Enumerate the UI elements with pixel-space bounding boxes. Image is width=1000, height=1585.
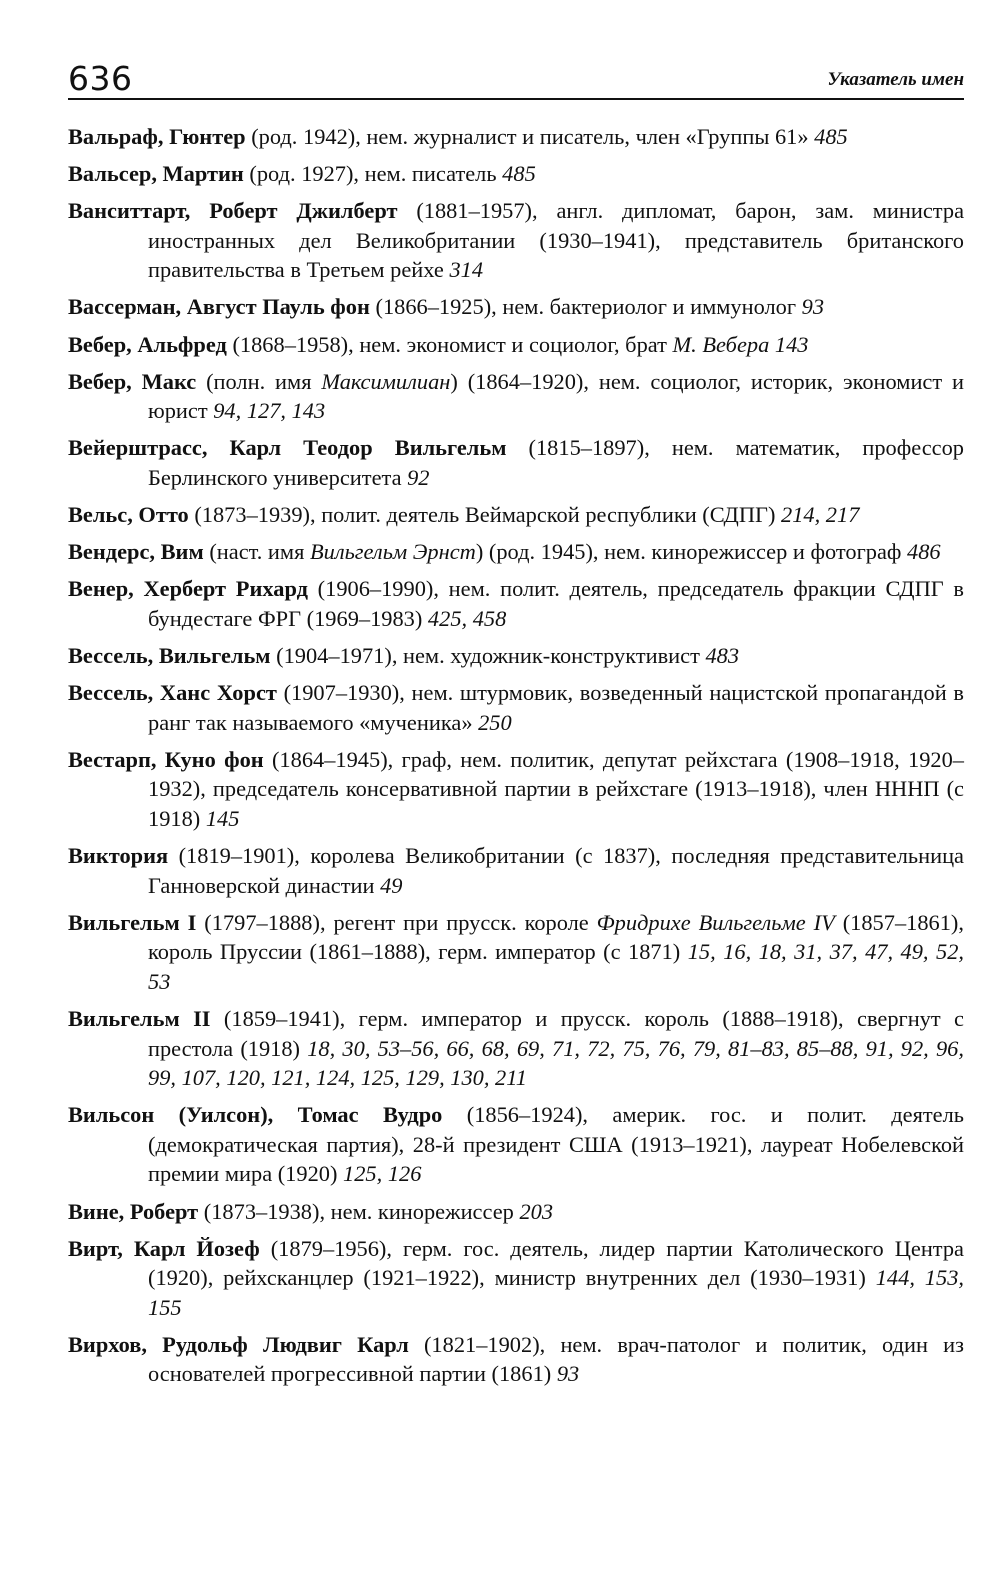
entry-description: (полн. имя [196, 368, 322, 394]
entry-page-refs: 485 [502, 161, 536, 187]
entry-name: Вальсер, Мартин [68, 161, 244, 187]
entry-description: (1864–1945), граф, нем. политик, депутат рейхстага (1908–1918, 1920–1932), председатель консервативной партии в рейхстаге (1913–1918), член НННП (с 1918) [148, 746, 964, 831]
entry-name: Ванситтарт, Роберт Джилберт [68, 198, 398, 224]
index-entry [68, 122, 964, 152]
entry-name: Вестарп, Куно фон [68, 746, 264, 772]
entry-name: Вендерс, Вим [68, 539, 204, 565]
name-index-list [68, 122, 964, 1389]
entry-name: Вейерштрасс, Карл Теодор Вильгельм [68, 435, 507, 461]
entry-page-refs: 49 [380, 872, 403, 898]
entry-description: (род. 1927), нем. писатель [243, 161, 503, 187]
entry-italic-name: М. Вебера [672, 331, 770, 357]
index-entry [68, 537, 964, 567]
page-header [68, 52, 964, 100]
entry-italic-name: Фридрихе Вильгельме IV [596, 909, 835, 935]
entry-description: (1904–1971), нем. художник-конструктивист [270, 642, 706, 668]
entry-description: (наст. имя [203, 539, 310, 565]
entry-page-refs: 483 [705, 642, 740, 668]
entry-page-refs: 425, 458 [427, 605, 507, 631]
entry-name: Вебер, Альфред [68, 331, 227, 357]
index-entry [68, 433, 964, 492]
entry-description: (1815–1897), нем. математик, профессор Берлинского университета [148, 435, 964, 490]
index-entry [68, 367, 964, 426]
entry-description: (1906–1990), нем. полит. деятель, председатель фракции СДПГ в бундестаге ФРГ (1969–1983) [148, 576, 964, 631]
index-entry [68, 196, 964, 285]
entry-description: (1866–1925), нем. бактериолог и иммунолог [369, 294, 802, 320]
entry-page-refs: 250 [478, 709, 512, 735]
entry-description: (1856–1924), америк. гос. и полит. деятель (демократическая партия), 28-й президент США (1913–1921), лауреат Нобелевской премии мира (1920) [148, 1102, 964, 1187]
entry-name: Вассерман, Август Пауль фон [68, 294, 370, 320]
entry-page-refs: 15, 16, 18, 31, 37, 47, 49, 52, 53 [148, 939, 964, 994]
entry-name: Вирхов, Рудольф Людвиг Карл [68, 1331, 409, 1357]
entry-description-cont: ) (1864–1920), нем. социолог, историк, экономист и юрист [148, 368, 964, 424]
entry-page-refs: 92 [407, 464, 430, 490]
index-entry [68, 1330, 964, 1389]
entry-name: Венер, Херберт Рихард [68, 576, 308, 602]
entry-description: (1879–1956), герм. гос. деятель, лидер партии Католического Центра (1920), рейхсканцлер (1921–1922), министр внутренних дел (1930–1931) [148, 1235, 964, 1291]
index-entry [68, 1197, 964, 1227]
entry-description-cont: ) (род. 1945), нем. кинорежиссер и фотограф [475, 539, 908, 565]
entry-italic-name: Максимилиан [321, 368, 451, 394]
entry-name: Виктория [68, 842, 169, 868]
index-entry [68, 1100, 964, 1189]
index-entry [68, 908, 964, 997]
entry-page-refs: 93 [801, 294, 825, 320]
index-entry [68, 1234, 964, 1323]
index-entry [68, 292, 964, 322]
entry-description: (род. 1942), нем. журналист и писатель, член «Группы 61» [245, 124, 815, 149]
entry-page-refs: 93 [556, 1361, 580, 1387]
index-entry [68, 500, 964, 530]
entry-description: (1797–1888), регент при прусск. короле [196, 909, 597, 935]
entry-page-refs: 486 [907, 539, 941, 565]
index-entry [68, 745, 964, 834]
entry-name: Вебер, Макс [68, 368, 197, 394]
entry-description: (1881–1957), англ. дипломат, барон, зам. министра иностранных дел Великобритании (1930–1941), представитель британского правительства в Третьем рейхе [148, 198, 965, 283]
running-head: Указатель имен [827, 69, 964, 90]
index-entry [68, 1004, 964, 1093]
page-number: 636 [68, 59, 133, 98]
entry-description-cont: (1857–1861), король Пруссии (1861–1888), герм. император (с 1871) [148, 909, 964, 965]
book-page [68, 52, 964, 1397]
entry-italic-name: Вильгельм Эрнст [309, 539, 476, 565]
entry-page-refs: 314 [449, 257, 484, 283]
entry-description: (1907–1930), нем. штурмовик, возведенный нацистской пропагандой в ранг так называемого «мученика» [148, 680, 964, 735]
entry-page-refs: 485 [814, 124, 848, 149]
entry-page-refs: 125, 126 [343, 1161, 422, 1187]
entry-page-refs: 18, 30, 53–56, 66, 68, 69, 71, 72, 75, 76, 79, 81–83, 85–88, 91, 92, 96, 99, 107, 120, 121, 124, 125, 129, 130, 211 [148, 1035, 964, 1091]
entry-page-refs: 143 [774, 331, 809, 357]
entry-description: (1819–1901), королева Великобритании (с 1837), последняя представительница Ганноверской династии [148, 842, 964, 898]
entry-page-refs: 145 [205, 805, 240, 831]
entry-name: Вильгельм I [68, 909, 197, 935]
index-entry [68, 841, 964, 900]
entry-page-refs: 144, 153, 155 [148, 1265, 964, 1320]
entry-description: (1868–1958), нем. экономист и социолог, брат [226, 331, 673, 357]
entry-description: (1873–1938), нем. кинорежиссер [198, 1198, 520, 1224]
entry-name: Вине, Роберт [68, 1198, 199, 1224]
index-entry [68, 641, 964, 671]
entry-name: Вальраф, Гюнтер [68, 124, 246, 149]
index-entry [68, 678, 964, 737]
entry-name: Вессель, Ханс Хорст [68, 680, 277, 705]
entry-page-refs: 214, 217 [781, 502, 860, 528]
entry-page-refs: 94, 127, 143 [213, 398, 326, 424]
entry-page-refs: 203 [519, 1198, 554, 1224]
entry-description: (1859–1941), герм. император и прусск. король (1888–1918), свергнут с престола (1918) [148, 1005, 964, 1061]
entry-name: Вессель, Вильгельм [68, 642, 271, 668]
index-entry [68, 159, 964, 189]
entry-description: (1821–1902), нем. врач-патолог и политик, один из основателей прогрессивной партии (1861) [148, 1331, 964, 1387]
entry-name: Вильгельм II [68, 1005, 211, 1031]
index-entry [68, 574, 964, 633]
index-entry [68, 330, 964, 360]
entry-name: Вельс, Отто [68, 502, 189, 528]
entry-name: Вирт, Карл Йозеф [68, 1235, 260, 1261]
entry-name: Вильсон (Уилсон), Томас Вудро [68, 1102, 443, 1128]
entry-description: (1873–1939), полит. деятель Веймарской республики (СДПГ) [188, 502, 782, 528]
